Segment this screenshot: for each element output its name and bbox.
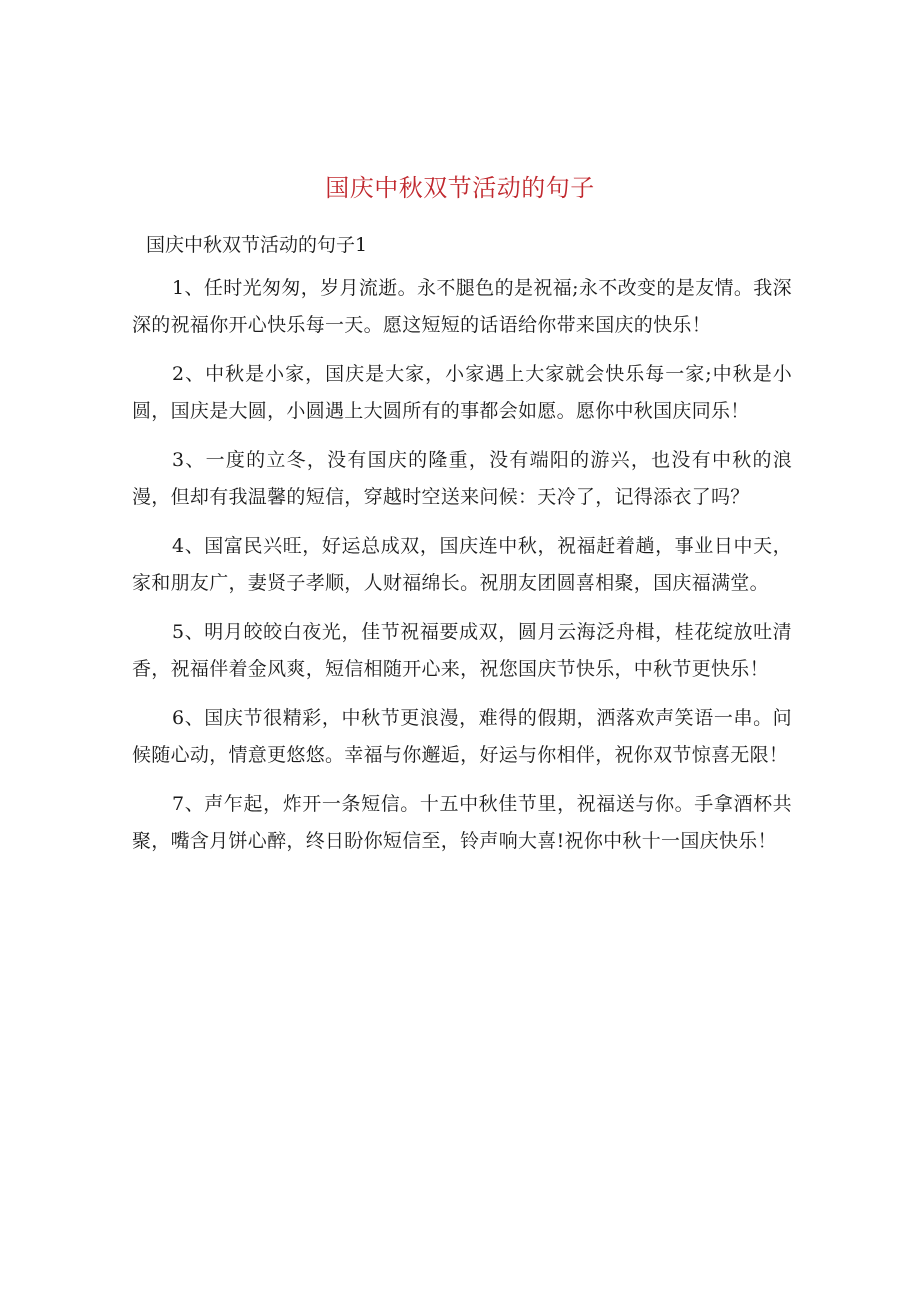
- document-body: [132, 226, 792, 872]
- paragraph-item-3: 3、一度的立冬，没有国庆的隆重，没有端阳的游兴，也没有中秋的浪漫，但却有我温馨的短信，穿越时空送来问候：天冷了，记得添衣了吗？: [132, 449, 792, 508]
- document-title: 国庆中秋双节活动的句子: [325, 174, 595, 202]
- paragraph-item-4: 4、国富民兴旺，好运总成双，国庆连中秋，祝福赶着趟，事业日中天，家和朋友广，妻贤子孝顺，人财福绵长。祝朋友团圆喜相聚，国庆福满堂。: [132, 535, 792, 594]
- paragraph-item-6: 6、国庆节很精彩，中秋节更浪漫，难得的假期，洒落欢声笑语一串。问候随心动，情意更悠悠。幸福与你邂逅，好运与你相伴，祝你双节惊喜无限！: [132, 707, 792, 766]
- paragraph-item-5: 5、明月皎皎白夜光，佳节祝福要成双，圆月云海泛舟楫，桂花绽放吐清香，祝福伴着金风爽，短信相随开心来，祝您国庆节快乐，中秋节更快乐！: [132, 621, 792, 680]
- paragraph-item-7: 7、声乍起，炸开一条短信。十五中秋佳节里，祝福送与你。手拿酒杯共聚，嘴含月饼心醉，终日盼你短信至，铃声响大喜!祝你中秋十一国庆快乐！: [132, 793, 792, 852]
- section-subtitle: 国庆中秋双节活动的句子1: [146, 234, 368, 256]
- paragraph-item-2: 2、中秋是小家，国庆是大家，小家遇上大家就会快乐每一家;中秋是小圆，国庆是大圆，小圆遇上大圆所有的事都会如愿。愿你中秋国庆同乐！: [132, 363, 792, 422]
- paragraph-item-1: 1、任时光匆匆，岁月流逝。永不腿色的是祝福;永不改变的是友情。我深深的祝福你开心快乐每一天。愿这短短的话语给你带来国庆的快乐！: [132, 277, 792, 336]
